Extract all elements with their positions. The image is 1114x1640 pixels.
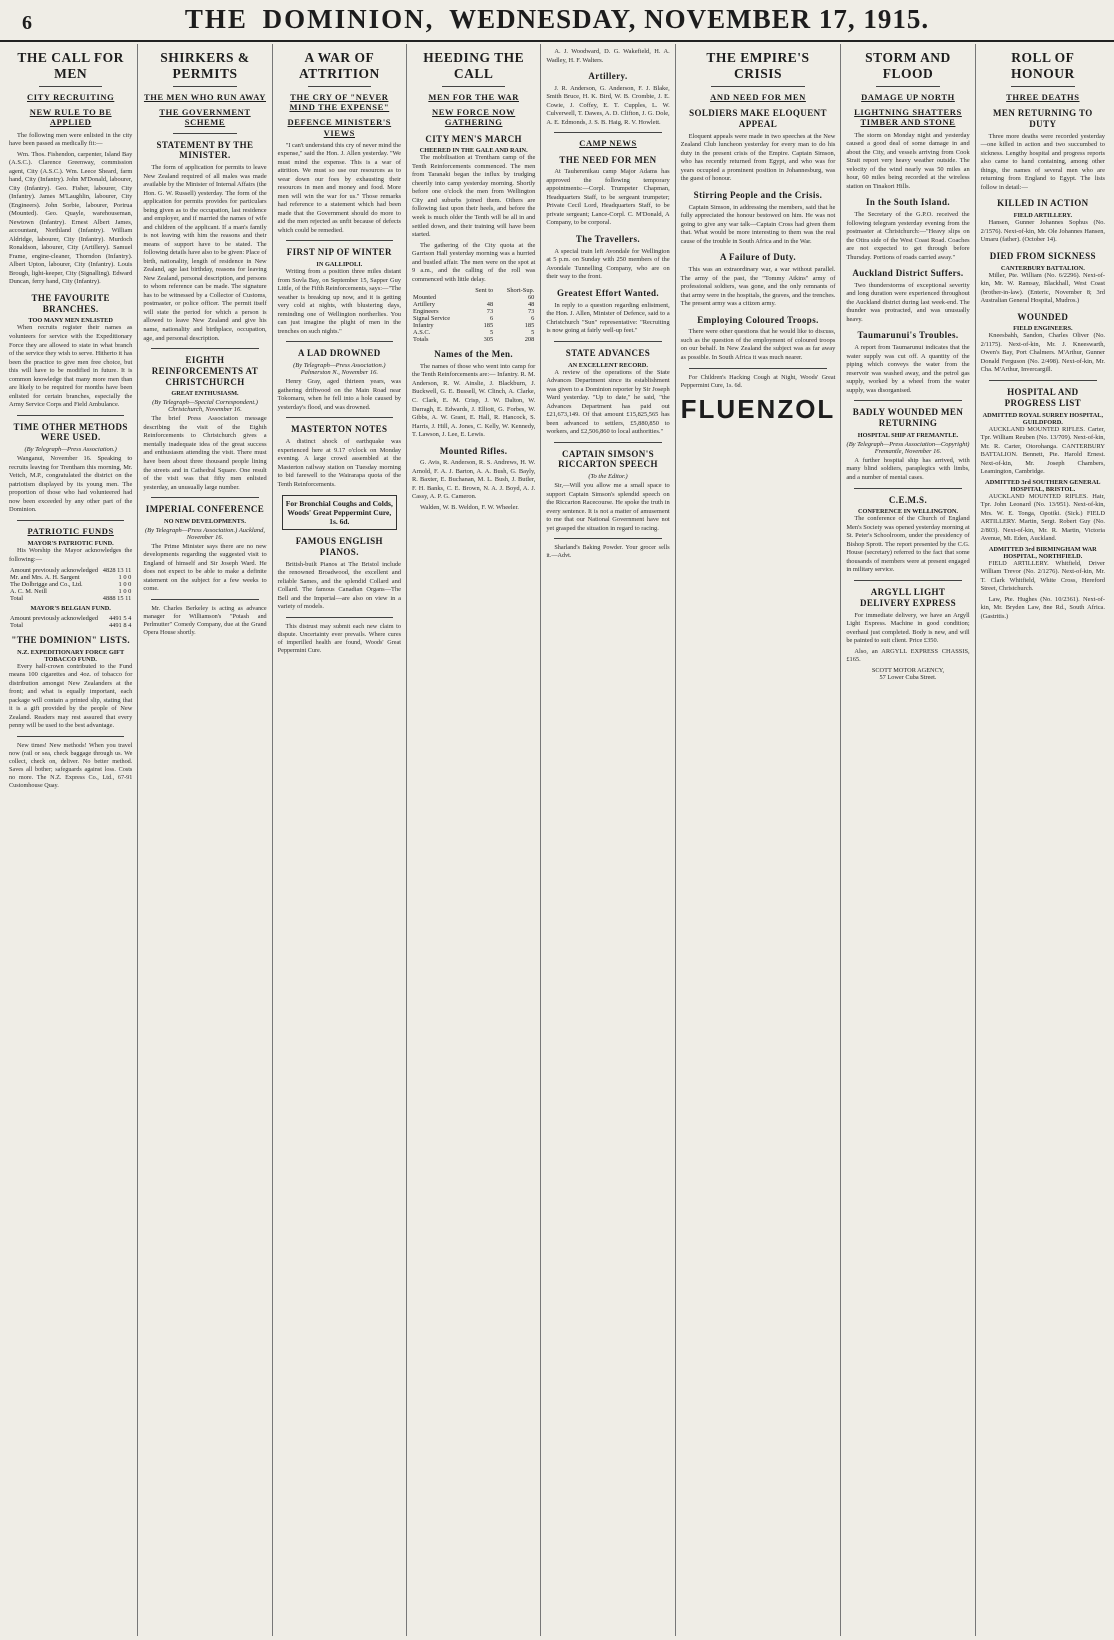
byline: (By Telegraph—Press Association.) [24,446,117,454]
table-cell: 48 [527,301,535,309]
page-columns [4,44,1110,1636]
article-text: Eloquent appeals were made in two speeches at the New Zealand Club luncheon yesterday for every man to do his duty in the present crisis of the Empire. Captain Simson, who has recently returned from Egypt, and who was for years occupied a prominent position in Johannesburg, was the guest of honour. [680,132,836,183]
article-body [846,457,969,483]
column-shirkers-permits [138,44,272,1636]
section-heading: BADLY WOUNDED MEN RETURNING [852,407,964,429]
article-text: A distinct shock of earthquake was experienced here at 9.17 o'clock on Monday evening. A large crowd assembled at the Masterton railway station on Tuesday morning to bid farewell to the Wairarapa quota of the Tenth Reinforcements. [277,438,401,488]
divider [286,240,393,241]
article-text: His Worship the Mayor acknowledges the following:— [9,547,133,563]
table-cell: Infantry [413,322,434,330]
divider [442,86,505,87]
table-header: Sent to [475,287,494,295]
divider [17,736,124,737]
article-text: Walden, W. B. Weldon, F. W. Wheeler. [420,503,519,511]
table-cell: Amount previously acknowledged [10,615,99,623]
article-text: The names of those who went into camp for the Tenth Reinforcements are:— Infantry. R. M. Anderson, R. W. Ainslie, J. Blackburn, J. Buckwell, G. E. Bussell, W. Clinch, A. Clarke, C. Clark, E. M. Crisp, J. W. Dalton, W. Darragh, E. Edwards, J. Elliott, G. Forbes, W. Gibbs, A. W. Grant, E. Hall, R. Hancock, S. Harris, J. Hill, A. Jones, C. Kelly, W. Kennedy, T. Lawson, J. Lee, E. Lewis. [412,362,536,439]
table-cell: Engineers [413,308,439,316]
article-text: Two thunderstorms of exceptional severity and long duration were experienced throughout the Auckland district during last week-end. The thunder was protracted, and was unusually heavy. [846,281,970,323]
article-text: Hansen, Gunner Johannes Sophus (No. 2/1576). Next-of-kin, Mr. Ole Johannes Hansen, Umaru (father). (October 14). [980,219,1105,244]
article-text: This was an extraordinary war, a war without parallel. The army of the past, the "Tommy Atkins" army of professional soldiers, was gone, and the only remnants of that army were in the hospitals, the graves, and the trenches. The present army was a citizen army. [680,266,836,308]
section-subheading: CHEERED IN THE GALE AND RAIN. [419,147,528,155]
article-body [546,482,669,533]
section-heading: The Travellers. [575,234,641,244]
table-cell: 73 [486,308,494,316]
article-body [412,363,535,440]
article-body [846,211,969,262]
section-subheading: TOO MANY MEN ENLISTED [28,317,113,325]
article-text: J. R. Anderson, G. Anderson, F. J. Blake, Smith Bruce, H. K. Bird, W. B. Crombie, J. E. Cowie, J. Coffey, E. T. Cupples, L. W. Culverwell, T. Dawes, A. D. Clifton, J. G. Dole, A. E. Edmonds, J. S. B. Haig, R. V. Howlett. [546,84,670,126]
article-text: A report from Taumarunui indicates that the water supply was cut off. A quantity of the piping which conveys the water from the reservoir was washed away, and the petrol gas supply, worked by a wheel from the water supply, was disorganised. [846,344,970,394]
article-body [681,204,836,247]
article-body [981,332,1105,375]
article-body [981,426,1105,477]
article-subheading: THE MEN WHO RUN AWAY [143,92,267,103]
table-cell: Amount previously acknowledged [10,567,99,575]
article-text: AUCKLAND MOUNTED RIFLES. Hair, Tpr. John Leonard (No. 13/951). Next-of-kin, Mrs. W. E. Tonga, Opotiki. (Sick.) FIELD ARTILLERY. Martin, Sergt. Robert Guy (No. 2/803). Next-of-kin, Mr. R. Martin, Victoria Avenue, Mt. Eden, Auckland. [980,492,1105,543]
article-body [546,85,669,128]
table-row [412,294,535,301]
article-text: Law, Pte. Hughes (No. 10/2361). Next-of-kin, Mr. Bryden Law, 8ne Rd., South Africa. (Gastritis.) [980,595,1105,620]
divider [854,488,961,489]
article-heading: SHIRKERS & PERMITS [160,50,250,81]
divider [151,497,258,498]
article-heading: THE CALL FOR MEN [17,50,124,81]
newspaper-title [82,4,1032,35]
section-heading: Auckland District Suffers. [852,268,964,279]
advertisement [9,742,132,790]
article-body [681,133,836,184]
divider [554,442,661,443]
section-subheading: GREAT ENTHUSIASM. [171,390,239,398]
article-text: A special train left Avondale for Wellington at 5 p.m. on Sunday with 250 members of the Avondale Tunnelling Company, who are on their way to the front. [546,247,670,281]
table-cell: 1 0 0 [118,581,132,589]
table-row [9,567,132,574]
table-cell: 185 [524,322,535,330]
table-cell: Mr. and Mrs. A. H. Sargent [10,574,80,582]
section-heading: A Failure of Duty. [719,252,797,263]
advert-text: For immediate delivery, we have an Argyll Light Express. Machine in good condition; overhaul just completed. Body is new, and will be painted to suit client. Price £350. [846,611,970,645]
advert-text: Also, an ARGYLL EXPRESS CHASSIS, £165. [846,647,970,664]
byline: (By Telegraph—Press Association—Copyright) Fremantle, November 16. [846,440,970,455]
article-body [681,266,836,309]
article-text: The gathering of the City quota at the Garrison Hall yesterday morning was a hurried and bustled affair. The men were on the spot at 9 a.m., and the calling of the roll was commenced with little delay. [412,241,536,283]
section-subheading: ADMITTED 3rd BIRMINGHAM WAR HOSPITAL, NORTHFIELD. [988,545,1097,560]
advert-text: For Children's Hacking Cough at Night, Woods' Great Peppermint Cure, 1s. 6d. [680,373,836,389]
article-body [9,455,132,515]
divider [173,86,236,87]
divider [151,599,258,600]
section-heading: "THE DOMINION" LISTS. [11,635,130,646]
article-text: Every half-crown contributed to the Fund means 100 cigarettes and 4oz. of tobacco for distribution amongst New Zealanders at the front; and what is equally important, each package will contain a printed slip, stating that it is a gift provided by the people of New Zealand. Readers may rest assured that every penny will be used to the best advantage. [9,662,133,730]
article-text: The Secretary of the G.P.O. received the following telegram yesterday evening from the postmaster at Christchurch:—"Heavy slips on the Otira side of the West Coast Road. Coaches are not expected to get through before Thursday. Portions of roads carried away." [846,211,970,261]
article-heading: THE EMPIRE'S CRISIS [706,50,810,81]
article-body [546,302,669,336]
article-subheading: THE CRY OF "NEVER MIND THE EXPENSE" [289,92,390,113]
article-body [681,328,836,362]
advertisement [278,623,401,655]
section-heading: DIED FROM SICKNESS [989,250,1096,261]
article-text: The brief Press Association message describing the visit of the Eighth Reinforcements to Christchurch gives a mentally inadequate idea of the great success and enthusiasm attending the visit. There must have been about three thousand people lining the streets and in Cathedral Square. One result of the visit was that fifty men enlisted yesterday, an unusually large number. [143,415,267,491]
article-subheading: CITY RECRUITING [27,92,115,103]
page-number: 6 [22,12,32,34]
table-cell: 208 [524,336,535,344]
article-body [981,133,1105,193]
article-text: The mobilisation at Trentham camp of the Tenth Reinforcements commenced. The men from Taranaki began the influx by trudging cheerily into camp yesterday morning. Shortly before one o'clock the men from Wellington City and suburbs joined them. Others are following fast upon their heels, and before the week is much older the Tenth will be all in and settled down, and their training will have been started. [412,154,536,239]
article-body [143,415,266,492]
section-subheading: AN EXCELLENT RECORD. [568,361,648,369]
column-call-for-men [4,44,138,1636]
byline: (By Telegraph—Press Association.) Auckland, November 16. [144,526,266,541]
divider [554,132,661,133]
article-body [981,560,1105,622]
article-text: Captain Simson, in addressing the members, said that he fully appreciated the honour bestowed on him. He was not going to give any war talk—Captain Cross had given them that. What would be more interesting to them was the real cause of the trouble in South Africa and in the War. [680,203,836,245]
table-row [9,622,132,629]
divider [854,400,961,401]
article-heading: STORM AND FLOOD [865,50,951,81]
article-body [143,164,266,343]
article-text: Three more deaths were recorded yesterday—one killed in action and two succumbed to sickness. Lengthy hospital and progress reports also came to hand containing, among other things, the names of several men who are returning from England to Egypt. The lists follow in detail:— [980,132,1105,191]
article-body [278,142,401,236]
section-heading: FIRST NIP OF WINTER [286,247,392,258]
divider [876,86,939,87]
section-heading: Artillery. [588,71,628,82]
column-roll-of-honour [976,44,1110,1636]
article-heading: ROLL OF HONOUR [1010,50,1075,81]
section-heading: THE FAVOURITE BRANCHES. [31,292,110,314]
article-body [981,493,1105,544]
section-heading: TIME OTHER METHODS WERE USED. [13,421,128,443]
section-subheading: HOSPITAL SHIP AT FREMANTLE. [857,431,959,439]
section-subheading: ADMITTED ROYAL SURREY HOSPITAL, GUILDFORD. [982,411,1104,426]
table-cell: Mounted [413,294,437,302]
divider [854,580,961,581]
section-heading: Stirring People and the Crisis. [693,189,823,200]
table-cell: 73 [527,308,535,316]
advertisement [846,612,969,665]
article-body [143,543,266,594]
section-heading: FAMOUS ENGLISH PIANOS. [295,536,383,557]
article-heading: HEEDING THE CALL [423,50,525,81]
article-body [846,515,969,575]
article-text: There were other questions that he would like to discuss, such as the question of the employment of coloured troops on our behalf. In New Zealand the subject was as far away as possible. In South Africa it was much nearer. [680,328,836,361]
section-heading: KILLED IN ACTION [997,198,1089,209]
table-header [412,287,466,294]
fluenzol-advert: FLUENZOL [680,393,836,424]
article-text: Writing from a position three miles distant from Suvla Bay, on September 15, Sapper Guy Little, of the Fifth Reinforcements, says:—"The weather is breaking up now, and it is getting very cold at nights, with blustering days, reminding one of Wellington northerlies. You can just imagine the plight of men in the trenches on such nights." [277,268,401,335]
issue-date: WEDNESDAY, NOVEMBER 17, 1915. [449,4,930,34]
quota-table [412,287,535,343]
article-subheading: DAMAGE UP NORTH [861,92,955,103]
advert-heading: ARGYLL LIGHT DELIVERY EXPRESS [859,586,956,608]
divider [308,86,371,87]
section-heading: STATE ADVANCES [565,347,651,358]
article-subheading: NEW RULE TO BE APPLIED [29,107,112,128]
article-body [143,605,266,637]
article-text: The Prime Minister says there are no new developments regarding the suggested visit to England of himself and Sir Joseph Ward. He does not expect to be able to make a definite statement on the subject for a few weeks to come. [143,542,267,593]
article-text: British-built Pianos at The Bristol include the renowned Broadwood, the excellent and reliable Sames, and the splendid Collard and Collard. The famous Canadian Organs—The Bell and the Imperial—are also on view in a variety of models. [277,560,401,611]
advertisement: For Bronchial Coughs and Colds, Woods' Great Peppermint Cure, 1s. 6d. [282,495,397,530]
section-subheading: FIELD ENGINEERS. [1013,325,1073,333]
article-body [846,344,969,395]
section-heading: PATRIOTIC FUNDS [27,525,114,536]
divider [17,415,124,416]
article-text: A review of the operations of the State Advances Department since its establishment was given to a Dominion reporter by Sir Joseph Ward yesterday. "Up to date," he said, "the Advances Department has paid out £21,673,149. Of that amount £15,825,565 has been advanced to settlers, £5,880,850 to workers, and £2,506,860 to local authorities." [546,368,670,436]
table-row [412,315,535,322]
section-heading: A LAD DROWNED [297,348,381,359]
article-text: Mr. Charles Berkeley is acting as advance manager for Williamson's "Potash and Perlmutter" Comedy Company, due at the Grand Opera House shortly. [143,604,267,637]
table-cell: 1 0 0 [118,574,132,582]
table-cell: Artillery [413,301,436,309]
article-text: A further hospital ship has arrived, with many blind soldiers, paraplegics with limbs, and a number of mental cases. [846,456,970,481]
table-cell: 6 [531,315,535,323]
divider [689,368,828,369]
section-heading: Taumarunui's Troubles. [857,330,959,341]
table-row [9,595,132,602]
section-heading: EIGHTH REINFORCEMENTS AT CHRISTCHURCH [151,355,259,387]
divider [151,348,258,349]
divider [17,520,124,521]
article-body [9,132,132,287]
section-subheading: NO NEW DEVELOPMENTS. [164,517,246,525]
article-body [9,663,132,731]
table-cell: A.S.C. [413,329,431,337]
advert-text: New times! New methods! When you travel now (rail or sea, check baggage through us. We collect, check on, deliver. No better method. Saves all bother; safeguards against loss. Costs no more. The N.Z. Express Co., Ltd., 67-91 Customhouse Quay. [9,741,133,790]
article-body [278,561,401,612]
article-body [846,132,969,192]
section-heading: THE NEED FOR MEN [559,154,657,165]
section-heading: Mounted Rifles. [439,445,508,456]
section-heading: WOUNDED [1017,311,1069,322]
table-cell [466,294,494,301]
section-subheading: MAYOR'S PATRIOTIC FUND. [27,540,114,548]
table-cell: 60 [527,294,535,302]
section-heading: Greatest Effort Wanted. [556,287,660,298]
table-row [9,581,132,588]
article-text: Wanganui, November 16. Speaking to recruits leaving for Trentham this morning, Mr. Veitch, M.P., congratulated the district on the patriotism displayed by its young men. The proportion of those who had volunteered had now been exceeded by any other part of the Dominion. [9,455,133,514]
table-cell: 185 [483,322,494,330]
article-body [981,219,1105,245]
table-row [412,308,535,315]
title-name: DOMINION, [262,4,435,34]
article-text: G. Avis, R. Anderson, R. S. Andrews, H. W. Arnold, F. A. J. Barton, A. A. Bush, G. Bayly, R. Baxter, E. Buchanan, M. L. Bush, J. Butler, F. H. Banks, C. E. Brown, N. A. J. Boyd, A. J. Cassy, A. P. G. Cameron. [412,459,536,501]
table-cell: 1 0 0 [118,588,132,596]
article-text: The form of application for permits to leave New Zealand required of all males was made available by the Minister of Internal Affairs (the Hon. G. W. Russell) yesterday. The form of the application for permits provides for particulars being given as to the occupation, last residence and employer, and if married the names of wife and children of the applicant. If a man's family is not leaving with him the reasons and their means of support have to be stated. The following details have also to be given: Place of birth, nationality, length of residence in New Zealand, age last birthday, reasons for leaving New Zealand, personal description, and persons to whom reference can be made. The signature has to be witnessed by a Collector of Customs, postmaster, or police officer. The permit itself will state the period for which a person is allowed to leave New Zealand and give his name, nationality and birthplace, occupation, age, and personal description. [143,164,267,342]
divider [286,341,393,342]
article-body [278,268,401,336]
section-heading: Names of the Men. [434,349,514,360]
advertisement [681,374,836,390]
byline: (By Telegraph—Special Correspondent.) Christchurch, November 16. [152,399,258,414]
article-body [412,459,535,512]
table-row [9,588,132,595]
article-text: Kneesbahh, Sandon, Charles Oliver (No. 2/1175). Next-of-kin, Mr. J. Kneeswarth, Owen's Bay, Port Chalmers. M'Arthur, Gunner Donald Ferguson (No. 2/498). Next-of-kin, Mr. Cha. M'Arthur, Invercargill. [980,332,1105,374]
article-text: Henry Gray, aged thirteen years, was gathering driftwood on the Main Road near Tokomaru, when he fell into a hole caused by yesterday's flood, and was drowned. [277,378,401,411]
article-subheading: MEN FOR THE WAR [428,92,519,103]
article-subheading: LIGHTNING SHATTERS TIMBER AND STONE [854,107,962,128]
divider [554,538,661,539]
table-cell: A. C. M. Neill [10,588,47,596]
article-text: Wm. Thos. Fishendon, carpenter, Island Bay (A.S.C.). Clarence Greenway, commission agent, City (A.S.C.). Wm. Leece Sheard, farm hand, City (Infantry). John M'Donald, labourer, City (Infantry). Geo. Fisher, labourer, City (Infantry). James M'Laughlin, labourer, City (Engineers). John Sorbie, labourer, Porirua (Mounted). Geo. Quayle, warehouseman, Newtown (Infantry). Ernest Albert James, accountant, Northland (Infantry). William Aldridge, labourer, City (Infantry). Murdoch Ronaldson, labourer, City (Artillery). Samuel Frame, engine-cleaner, Thorndon (Infantry). Albert Upton, labourer, City (Infantry). Louis Brough, light-keeper, City (Signalling). Edward Duncan, ferry hand, City (Infantry). [9,150,133,286]
article-heading: A WAR OF ATTRITION [298,50,380,81]
article-body [278,378,401,412]
table-cell: 4888 15 11 [102,595,132,603]
section-subheading: MAYOR'S BELGIAN FUND. [30,605,111,613]
section-subheading: CONFERENCE IN WELLINGTON. [857,508,958,516]
article-text: The conference of the Church of England Men's Society was opened yesterday morning at St. Peter's Schoolroom, under the presidency of Bishop Sprott. The report presented by the C.G. House (secretary) referred to the fact that some thousands of members were at present engaged in military service. [846,515,970,574]
section-heading: C.E.M.S. [888,494,928,505]
section-subheading: ADMITTED 3rd SOUTHERN GENERAL HOSPITAL, BRISTOL. [985,478,1101,493]
article-body [546,248,669,282]
article-text: A. J. Woodward, D. G. Wakefield, H. A. Wadley, H. F. Walters. [546,48,670,64]
table-cell: 6 [489,315,494,323]
article-subheading: DEFENCE MINISTER'S VIEWS [287,117,392,138]
masthead [0,0,1114,42]
table-cell: Totals [413,336,429,344]
section-heading: IMPERIAL CONFERENCE [145,504,265,515]
divider [286,417,393,418]
title-the: THE [184,4,248,34]
article-text: Sir,—Will you allow me a small space to support Captain Simson's splendid speech on the Riccarton Racecourse. He spoke the truth in every sentence. It is not a matter of amusement to me that our National Government have not yet grasped the situation in regard to racing. [546,482,670,532]
article-text: "I can't understand this cry of never mind the expense," said the Hon. J. Allen yesterday. "We must mind the expense. This is a war of attrition. We must so use our resources as to wear down our foes by exhausting their resources in men and money and food. More men will win the war for us." Those remarks had reference to a statement which had been made that the Government should do more to aid the men rejected as unfit because of defects which could be remedied. [277,141,401,234]
article-subheading: SOLDIERS MAKE ELOQUENT APPEAL [689,108,827,130]
fund-table [9,615,132,629]
table-cell: Total [10,622,24,630]
article-text: FIELD ARTILLERY. Whitfield, Driver William Trevor (No. 2/1276). Next-of-kin, Mr. T. Clark Whitfield, White Cross, Hereford Street, Christchurch. [980,559,1105,593]
article-text: When recruits register their names as volunteers for service with the Expeditionary Force they are allowed to state in what branch of the service they wish to serve. Hitherto it has been the practice to give men free choice, but this will have to be modified in future. It is common knowledge that many more men than are likely to be required for months have been enlisted for certain branches, especially the Army Service Corps and Field Ambulance. [9,324,133,409]
divider [286,617,393,618]
article-text: In reply to a question regarding enlistment, the Hon. J. Allen, Minister of Defence, said to a Christchurch "Sun" representative: "Recruiting is now going at fairly well-up feet." [546,301,670,335]
article-intro: The following men were enlisted in the city have been passed as medically fit:— [9,131,133,148]
divider [39,86,102,87]
byline: (By Telegraph—Press Association.) Palmerston N., November 16. [293,362,386,377]
section-subheading: FIELD ARTILLERY. [1013,212,1073,220]
table-cell: 48 [486,301,494,309]
section-subheading: IN GALLIPOLI. [316,261,363,269]
table-row [9,574,132,581]
article-body [412,154,535,284]
column-heeding-the-call [407,44,541,1636]
article-subheading: NEW FORCE NOW GATHERING [432,107,516,128]
article-body [278,438,401,489]
article-body [981,272,1105,306]
article-subheading: MEN RETURNING TO DUTY [993,108,1093,130]
section-heading: STATEMENT BY THE MINISTER. [156,139,254,161]
section-subheading: N.Z. EXPEDITIONARY FORCE GIFT TOBACCO FUND. [17,648,125,663]
section-heading: MASTERTON NOTES [291,424,388,435]
article-body [546,369,669,437]
divider [554,341,661,342]
column-empires-crisis [676,44,842,1636]
table-header-row [412,287,535,294]
byline: (To the Editor.) [588,473,628,481]
article-body [846,282,969,325]
article-text: AUCKLAND MOUNTED RIFLES. Carter, Tpr. William Reuben (No. 13/709). Next-of-kin, Mr. R. Carter, Otorohanga. CANTERBURY BATTALION. Bennett, Pte. Harold Ernest. Next-of-kin, Mr. Joseph Chambers, Leamington, Cambridge. [980,425,1105,476]
article-body [546,168,669,228]
section-heading: Employing Coloured Troops. [697,314,819,325]
column-war-of-attrition [273,44,407,1636]
article-text: The storm on Monday night and yesterday caused a good deal of some damage in and about the City, and vessels arriving from Cook Strait report very heavy weather outside. The velocity of the wind nearly was 50 miles an hour, 60 miles being recorded at the wireless station on Tinakori Hills. [846,131,970,190]
fund-table [9,567,132,602]
divider [1011,86,1075,87]
table-cell: 5 [489,329,494,337]
article-subheading: THREE DEATHS [1006,92,1080,103]
divider [711,86,806,87]
divider [173,133,236,134]
table-cell: Total [10,595,24,603]
article-body [9,324,132,409]
table-header: Short-Sup. [506,287,535,295]
column-storm-and-flood [841,44,975,1636]
section-heading: CAMP NEWS [579,138,637,149]
table-cell: 4491 8 4 [108,622,132,630]
advert-text: This distrust may submit each new claim to dispute. Uncertainty ever prevails. Where cures of imperilled health are found, Woods' Great Peppermint Cure. [277,622,401,654]
section-subheading: CANTERBURY BATTALION. [1000,264,1085,272]
article-subheading: THE GOVERNMENT SCHEME [159,107,251,128]
advert-text: Sharland's Baking Powder. Your grocer sells it.—Advt. [546,544,670,560]
article-text: At Tauherenikau camp Major Adams has approved the following temporary appointments:—Corpl. Trumpeter Chapman, Headquarters Staff, to be sergeant trumpeter; Private Cecil Lord, Headquarters Staff, to be private sergeant; Lance-Corpl. C. M'Donald, A Company, to be corporal. [546,168,670,227]
table-cell: 305 [483,336,494,344]
section-heading: CITY MEN'S MARCH [425,133,522,144]
advertiser-name: SCOTT MOTOR AGENCY, [871,666,945,674]
table-cell: 5 [531,329,535,337]
article-body [9,547,132,564]
article-body [546,48,669,65]
table-cell: The Dolbrigge and Co., Ltd. [10,581,83,589]
advertisement [546,544,669,560]
section-heading: In the South Island. [865,197,951,208]
advertiser-address: 57 Lower Cuba Street. [879,673,937,681]
table-cell: 4491 5 4 [108,615,132,623]
table-cell: Signal Service [413,315,451,323]
section-heading: CAPTAIN SIMSON'S RICCARTON SPEECH [558,448,658,470]
table-row [412,336,535,343]
column-camp-news [541,44,675,1636]
table-cell: 4828 13 11 [102,567,132,575]
table-row [412,301,535,308]
table-row [412,329,535,336]
section-heading: HOSPITAL AND PROGRESS LIST [1004,387,1082,408]
divider [989,380,1097,381]
article-subheading: AND NEED FOR MEN [710,92,806,103]
table-row [9,615,132,622]
table-row [412,322,535,329]
article-text: Miller, Pte. William (No. 6/2296). Next-of-kin, Mr. W. Ramsay, Blackhall, West Coast (brother-in-law). (Enteric, November 8; 3rd Australian General Hospital, Mudros.) [980,271,1105,305]
